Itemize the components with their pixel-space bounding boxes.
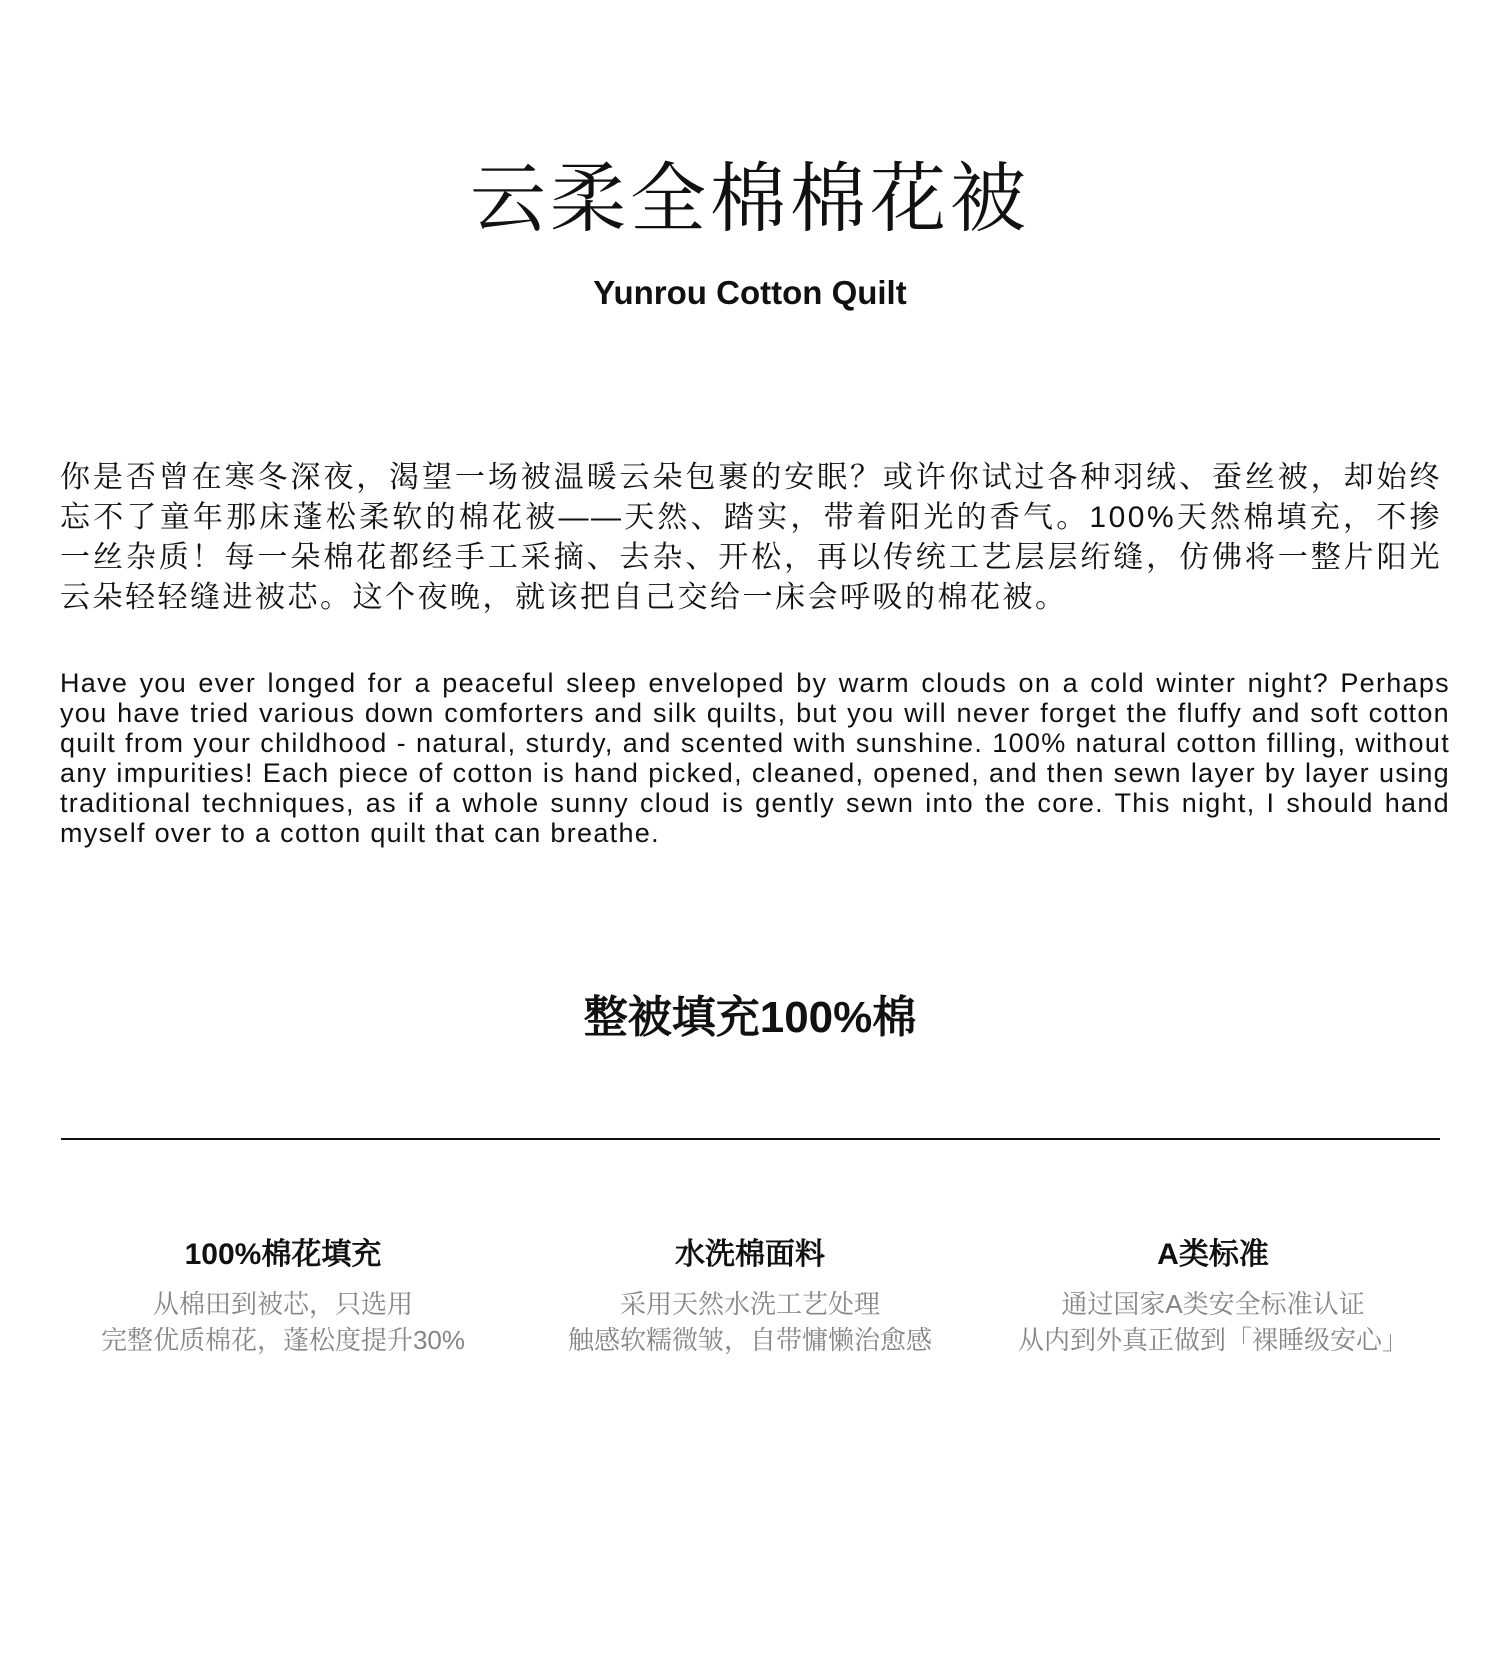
feature-heading: 100%棉花填充 — [184, 1238, 382, 1271]
section-title: 整被填充100%棉 — [583, 993, 917, 1042]
feature-heading: A类标准 — [1157, 1238, 1269, 1271]
intro-paragraph-chinese: 你是否曾在寒冬深夜，渴望一场被温暖云朵包裹的安眠？或许你试过各种羽绒、蚕丝被，却始终忘不了童年那床蓬松柔软的棉花被——天然、踏实，带着阳光的香气。100%天然棉填充，不掺一丝杂质！每一朵棉花都经手工采摘、去杂、开松，再以传统工艺层层绗缝，仿佛将一整片阳光云朵轻轻缝进被芯。这个夜晚，就该把自己交给一床会呼吸的棉花被。 — [60, 461, 1442, 614]
section-divider — [61, 1138, 1440, 1140]
product-title: 云柔全棉棉花被 — [470, 157, 1030, 242]
feature-description-line: 从内到外真正做到「裸睡级安心」 — [1017, 1325, 1408, 1355]
feature-description-line: 采用天然水洗工艺处理 — [619, 1289, 880, 1319]
feature-description-line: 触感软糯微皱，自带慵懒治愈感 — [567, 1325, 932, 1355]
feature-heading: 水洗棉面料 — [675, 1238, 825, 1271]
intro-paragraph-english: Have you ever longed for a peaceful sleep enveloped by warm clouds on a cold winter night? Perhaps you have tried various down comforters and silk quilts, but you will never forget the fluffy and soft cotton quilt from your childhood - natural, sturdy, and scented with sunshine. 100% natural cotton filling, without any impurities! Each piece of cotton is hand picked, cleaned, opened, and then sewn layer by layer using traditional techniques, as if a whole sunny cloud is gently sewn into the core. This night, I should hand myself over to a cotton quilt that can breathe. — [60, 668, 1450, 848]
feature-washed-fabric — [515, 1236, 985, 1358]
product-subtitle: Yunrou Cotton Quilt — [593, 274, 907, 311]
feature-class-a-standard — [978, 1236, 1448, 1358]
feature-description-line: 从棉田到被芯，只选用 — [152, 1289, 413, 1319]
feature-cotton-filling — [48, 1236, 518, 1358]
feature-description-line: 完整优质棉花，蓬松度提升30% — [100, 1325, 466, 1355]
feature-description-line: 通过国家A类安全标准认证 — [1061, 1289, 1365, 1319]
